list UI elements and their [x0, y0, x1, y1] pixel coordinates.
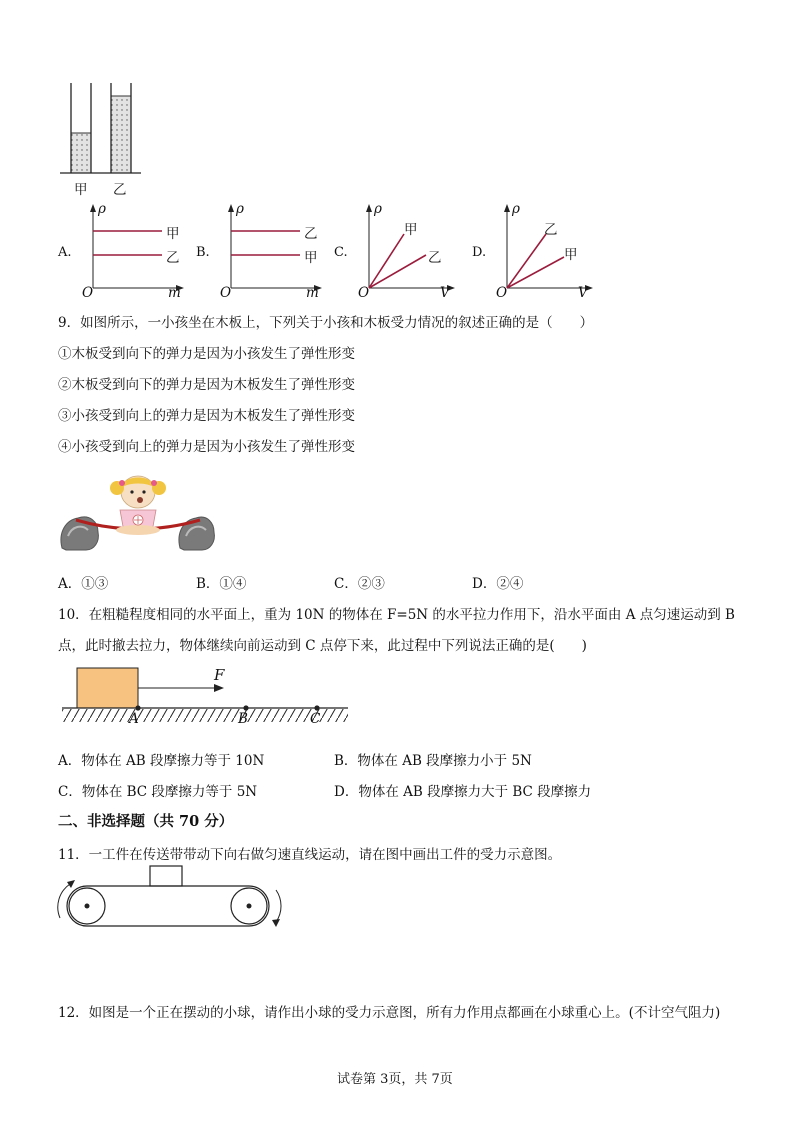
q8-d-axis-x: V	[578, 285, 588, 301]
q8-a-label-top: 甲	[166, 226, 180, 242]
point-c	[314, 705, 319, 710]
liquid-jia	[71, 133, 91, 173]
q8-a-label-bottom: 乙	[166, 250, 180, 266]
cylinders-figure	[55, 78, 145, 198]
q10-option-c: C．物体在 BC 段摩擦力等于 5N	[58, 784, 258, 800]
q9-stem: 9．如图所示，一小孩坐在木板上，下列关于小孩和木板受力情况的叙述正确的是（ ）	[58, 315, 594, 331]
q8-d-label-steep: 乙	[544, 222, 558, 238]
page-footer: 试卷第 3页，共 7页	[337, 1072, 453, 1087]
q10-stem-line2: 点，此时撤去拉力，物体继续向前运动到 C 点停下来，此过程中下列说法正确的是( )	[58, 638, 587, 654]
q8-option-c-letter: C.	[334, 245, 348, 260]
q8-b-label-top: 乙	[304, 226, 318, 242]
q10-option-a: A．物体在 AB 段摩擦力等于 10N	[58, 753, 265, 769]
q8-a-axis-x: m	[168, 285, 181, 301]
q9-statement-3: ③小孩受到向上的弹力是因为木板发生了弹性形变	[58, 408, 355, 424]
q10-option-b: B．物体在 AB 段摩擦力小于 5N	[334, 753, 532, 769]
q10-stem-line1: 10．在粗糙程度相同的水平面上，重为 10N 的物体在 F=5N 的水平拉力作用下，沿水平面由 A 点匀速运动到 B	[58, 607, 735, 623]
q9-statement-4: ④小孩受到向上的弹力是因为小孩发生了弹性形变	[58, 439, 355, 455]
section-title: 二、非选择题（共 70 分）	[58, 813, 234, 830]
q11-stem: 11．一工件在传送带带动下向右做匀速直线运动，请在图中画出工件的受力示意图。	[58, 847, 562, 863]
q10-figure	[58, 662, 350, 734]
q8-d-axis-y: ρ	[512, 201, 520, 217]
q8-b-origin: O	[220, 285, 232, 301]
q8-d-label-shallow: 甲	[564, 247, 578, 263]
q10-point-a-label: A	[129, 711, 139, 727]
q12-stem: 12．如图是一个正在摆动的小球，请作出小球的受力示意图，所有力作用点都画在小球重心上。(不计空气阻力)	[58, 1005, 721, 1021]
q8-b-axis-y: ρ	[236, 201, 244, 217]
q10-point-c-label: C	[310, 711, 321, 727]
q8-option-a-letter: A.	[58, 245, 72, 260]
conveyor-belt-figure	[50, 862, 295, 937]
q8-b-label-bottom: 甲	[304, 250, 318, 266]
block	[77, 668, 138, 708]
q10-point-b-label: B	[238, 711, 248, 727]
q8-c-label-steep: 甲	[404, 222, 418, 238]
q9-option-c: C．②③	[334, 576, 385, 592]
q8-option-d-letter: D.	[472, 245, 487, 260]
point-a	[135, 705, 140, 710]
q10-option-d: D．物体在 AB 段摩擦力大于 BC 段摩擦力	[334, 784, 592, 800]
child-on-plank-figure	[58, 470, 218, 560]
q8-a-origin: O	[82, 285, 94, 301]
q9-option-a: A．①③	[58, 576, 109, 592]
q9-statement-2: ②木板受到向下的弹力是因为木板发生了弹性形变	[58, 377, 355, 393]
q8-c-axis-y: ρ	[374, 201, 382, 217]
q9-option-b: B．①④	[196, 576, 247, 592]
q8-c-axis-x: V	[440, 285, 450, 301]
q8-c-origin: O	[358, 285, 370, 301]
q8-b-axis-x: m	[306, 285, 319, 301]
q8-a-axis-y: ρ	[98, 201, 106, 217]
q9-option-d: D．②④	[472, 576, 524, 592]
q8-c-label-shallow: 乙	[428, 250, 442, 266]
q10-force-label: F	[214, 666, 225, 684]
workpiece	[150, 866, 182, 886]
cylinders-drawing	[55, 78, 145, 198]
cylinder-label-yi: 乙	[113, 182, 127, 198]
cylinder-label-jia: 甲	[74, 182, 88, 198]
rotation-arrow-right	[276, 890, 281, 922]
point-b	[243, 705, 248, 710]
q9-statement-1: ①木板受到向下的弹力是因为小孩发生了弹性形变	[58, 346, 355, 362]
q8-option-b-letter: B.	[196, 245, 210, 260]
q8-d-origin: O	[496, 285, 508, 301]
liquid-yi	[111, 96, 131, 173]
